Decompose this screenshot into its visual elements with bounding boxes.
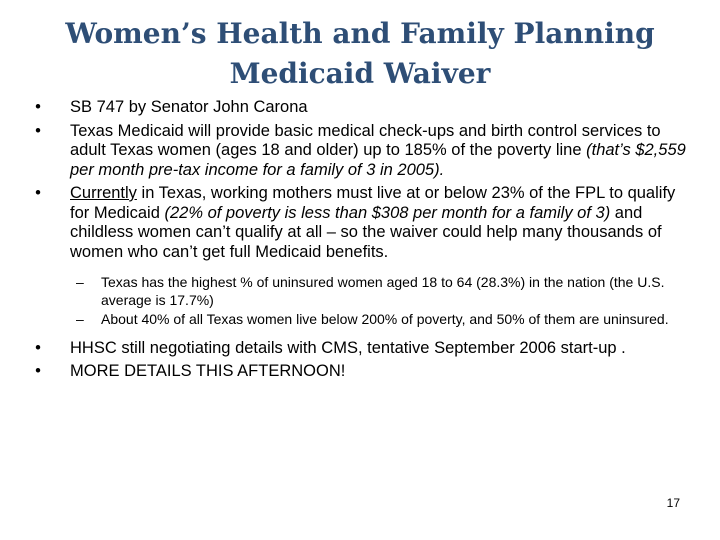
dash-icon: – — [76, 311, 84, 327]
bullet-dot-icon: • — [35, 184, 41, 202]
sub-bullet-text: Texas has the highest % of uninsured women aged 18 to 64 (28.3%) in the nation (the U.S. average is 17.7%) — [101, 274, 665, 308]
bullet-text: Texas Medicaid will provide basic medical check-ups and birth control services to adult Texas women (ages 18 and older) up to 185% of the poverty line — [70, 121, 661, 159]
bullet-text: MORE DETAILS THIS AFTERNOON! — [70, 362, 346, 380]
bullet-italic-note: (22% of poverty is less than $308 per month for a family of 3) — [164, 203, 611, 222]
bullet-dot-icon: • — [35, 98, 41, 116]
bullet-dot-icon: • — [35, 338, 41, 357]
sub-bullet-text: About 40% of all Texas women live below 200% of poverty, and 50% of them are uninsured. — [101, 311, 669, 327]
bullet-underlined-word: Currently — [70, 184, 137, 202]
dash-icon: – — [76, 274, 84, 290]
bullet-text: SB 747 by Senator John Carona — [70, 98, 308, 116]
bullet-item-services — [30, 122, 695, 181]
bullet-text: in Texas, working mothers must live at or below 23% of the FPL to qualify for Medicaid — [70, 184, 676, 222]
bullet-text-after: and childless women can’t qualify at all – so the waiver could help many thousands of women who can’t get full Medicaid benefits. — [70, 203, 662, 261]
bullet-italic-note: (that’s $2,559 per month pre-tax income for a family of 3 in 2005). — [70, 141, 686, 179]
bullet-item-bill — [30, 98, 695, 118]
slide-title-line-1: Women’s Health and Family Planning — [65, 17, 655, 50]
bullet-list — [30, 98, 695, 386]
bullet-item-more-details — [30, 362, 695, 382]
bullet-dot-icon: • — [35, 362, 41, 380]
bullet-item-hhsc — [30, 339, 695, 359]
bullet-text: HHSC still negotiating details with CMS, tentative September 2006 start-up . — [70, 338, 626, 357]
sub-bullet-item — [70, 311, 695, 329]
sub-bullet-list — [70, 274, 695, 329]
page-number: 17 — [666, 496, 680, 510]
sub-bullet-item — [70, 274, 695, 309]
slide-title — [30, 14, 690, 94]
bullet-dot-icon: • — [35, 121, 41, 140]
slide-title-line-2: Medicaid Waiver — [229, 57, 491, 90]
bullet-item-current-eligibility — [30, 184, 695, 329]
